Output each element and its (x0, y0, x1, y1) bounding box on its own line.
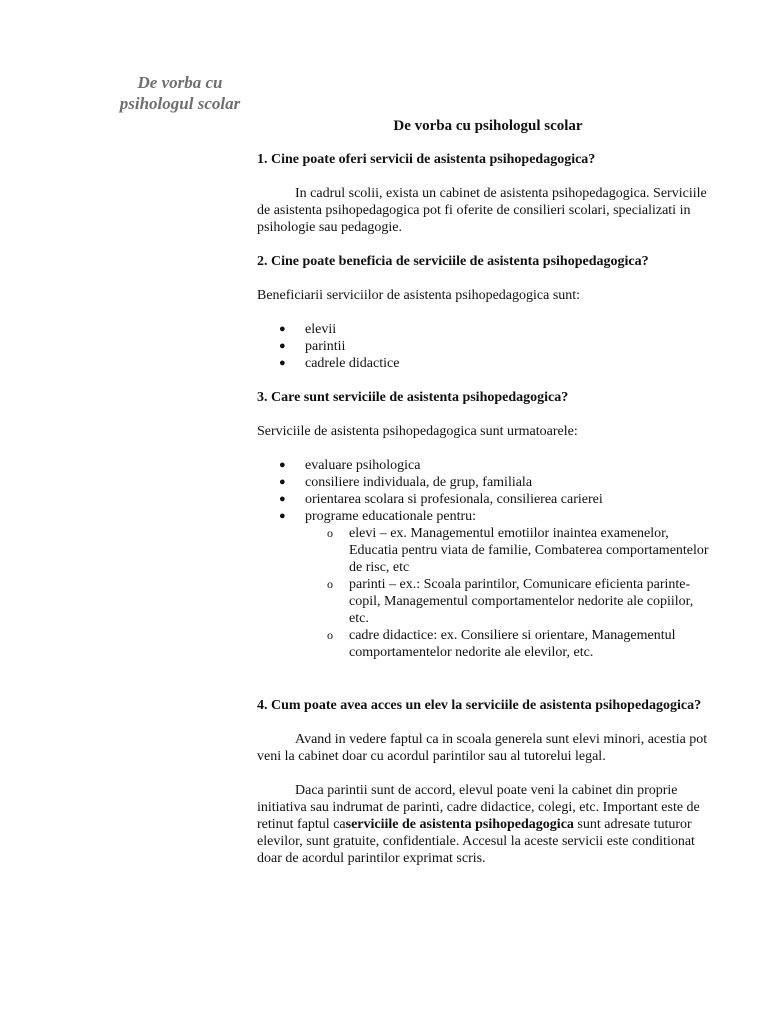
circle-bullet-icon: o (327, 526, 333, 540)
bullet-icon: ● (279, 323, 286, 335)
document-title: De vorba cu psihologul scolar (393, 118, 583, 134)
sublist-item: o elevi – ex. Managementul emotiilor inaintea examenelor, Educatia pentru viata de familie, Combaterea comportamentelor de risc, etc (327, 526, 709, 575)
sidebar-title-line1: De vorba cu (137, 73, 223, 92)
answer-4: Avand in vedere faptul ca in scoala generela sunt elevi minori, acestia pot veni la cabinet doar cu acordul parintilor sau al tutorelui legal. (257, 732, 708, 764)
services-list (257, 457, 709, 525)
sublist-item: o cadre didactice: ex. Consiliere si orientare, Managementul comportamentelor nedorite ale elevilor, etc. (327, 628, 676, 660)
answer-2-intro: Beneficiarii serviciilor de asistenta psihopedagogica sunt: (257, 288, 581, 303)
answer-4-detail: Daca parintii sunt de accord, elevul poate veni la cabinet din proprie initiativa sau indrumat de parinti, cadre didactice, colegi, etc. Important este de retinut faptul caserviciile de asistenta psihopedagogica sunt adresate tuturor elevilor, sunt gratuite, confidentiale. Accesul la aceste servicii este conditionat doar de acordul parintilor exprimat scris. (257, 783, 700, 866)
list-item: ● cadrele didactice (279, 356, 400, 371)
bullet-icon: ● (279, 493, 286, 505)
bullet-icon: ● (279, 340, 286, 352)
beneficiaries-list (257, 321, 709, 372)
question-4: 4. Cum poate avea acces un elev la serviciile de asistenta psihopedagogica? (257, 698, 702, 713)
list-item: ● elevii (279, 322, 337, 337)
question-2: 2. Cine poate beneficia de serviciile de asistenta psihopedagogica? (257, 254, 649, 269)
circle-bullet-icon: o (327, 628, 333, 642)
sidebar-title (100, 72, 260, 114)
bullet-icon: ● (279, 459, 286, 471)
list-item: ● orientarea scolara si profesionala, consilierea carierei (279, 492, 603, 507)
question-1: 1. Cine poate oferi servicii de asistenta psihopedagogica? (257, 152, 596, 167)
circle-bullet-icon: o (327, 577, 333, 591)
answer-3-intro: Serviciile de asistenta psihopedagogica sunt urmatoarele: (257, 424, 578, 439)
bullet-icon: ● (279, 357, 286, 369)
programs-sublist (257, 525, 709, 661)
sublist-item: o parinti – ex.: Scoala parintilor, Comunicare eficienta parinte-copil, Managementul comportamentelor nedorite ale copiilor, etc. (327, 577, 694, 626)
sidebar-title-line2: psihologul scolar (119, 94, 241, 113)
bullet-icon: ● (279, 510, 286, 522)
list-item: ● consiliere individuala, de grup, familiala (279, 475, 533, 490)
question-3: 3. Care sunt serviciile de asistenta psihopedagogica? (257, 390, 569, 405)
list-item: ● programe educationale pentru: (279, 509, 477, 524)
document-body (257, 118, 709, 884)
bullet-icon: ● (279, 476, 286, 488)
list-item: ● evaluare psihologica (279, 458, 421, 473)
answer-1: In cadrul scolii, exista un cabinet de asistenta psihopedagogica. Serviciile de asistenta psihopedagogica pot fi oferite de consilieri scolari, specializati in psihologie sau pedagogie. (257, 186, 707, 235)
list-item: ● parintii (279, 339, 346, 354)
